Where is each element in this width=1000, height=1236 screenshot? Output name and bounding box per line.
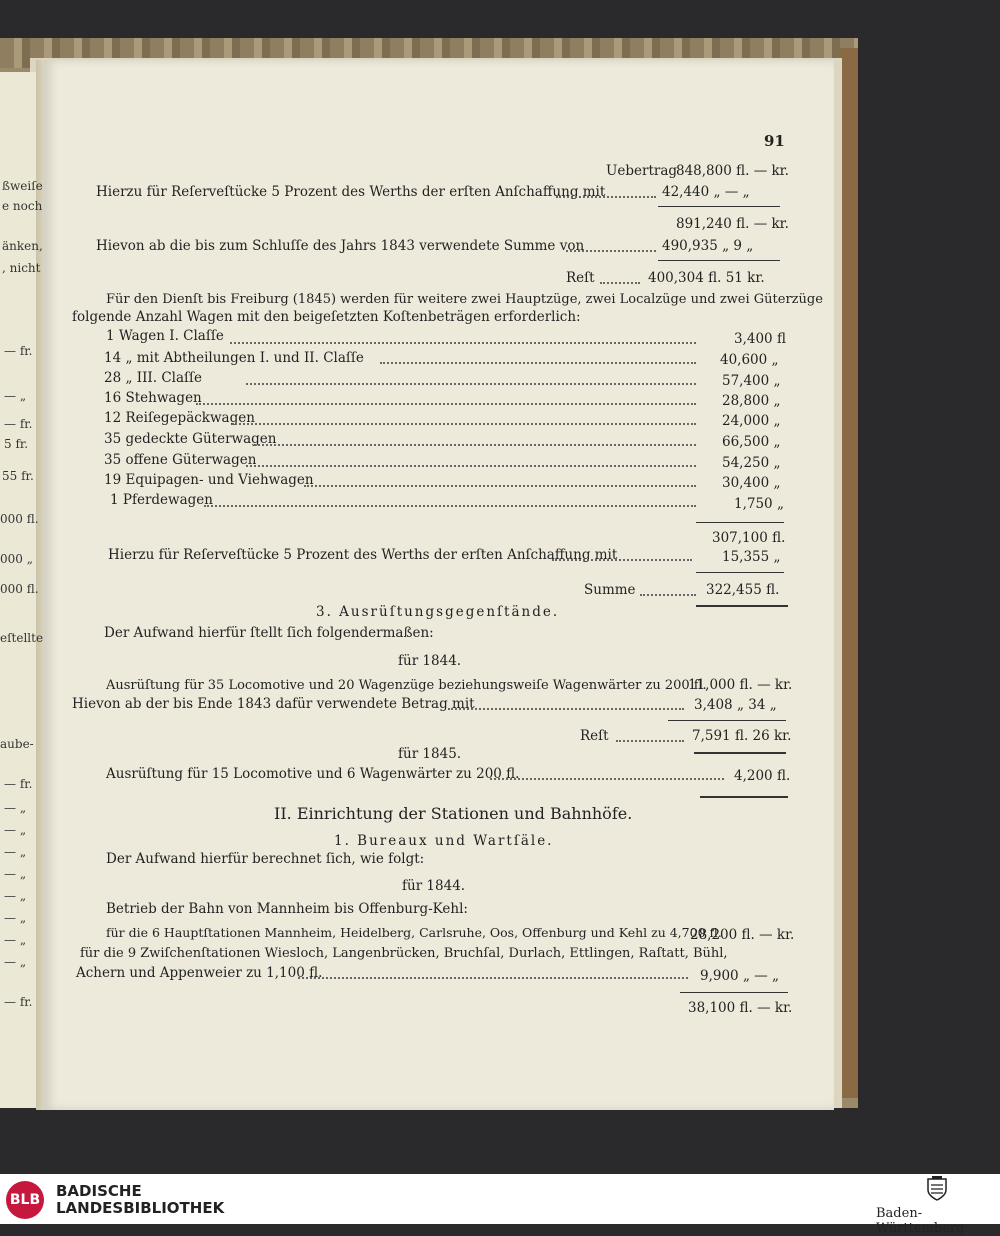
line-amount: 9,900 „ — „ (700, 968, 780, 984)
line-amount: 15,355 „ (722, 549, 781, 565)
left-margin-text: 5 fr. (4, 437, 29, 451)
line-amount: 322,455 fl. (706, 582, 780, 598)
line-amount: 307,100 fl. (712, 530, 786, 546)
chapter-heading: II. Einrichtung der Stationen und Bahnhöfe. (274, 804, 633, 823)
leader-dots (566, 250, 656, 252)
leader-dots (448, 708, 684, 710)
left-margin-text: — fr. (4, 995, 33, 1009)
line-label: Ausrüſtung für 35 Locomotive und 20 Wagenzüge beziehungsweiſe Wagenwärter zu 200 fl. (106, 678, 707, 693)
line-label: 35 gedeckte Güterwagen (104, 431, 277, 447)
line-label: 12 Reiſegepäckwagen (104, 410, 255, 426)
line-amount: 66,500 „ (722, 434, 781, 450)
leader-dots (304, 485, 696, 487)
line-amount: 28,200 fl. — kr. (690, 927, 795, 943)
line-amount: 891,240 fl. — kr. (676, 216, 789, 232)
state-label: Baden-Württemberg (876, 1206, 965, 1236)
left-margin-text: — fr. (4, 417, 33, 431)
line-amount: 54,250 „ (722, 455, 781, 471)
sum-rule (680, 992, 788, 993)
left-margin-text: 000 „ (0, 552, 33, 566)
leader-dots (232, 423, 696, 425)
paragraph-text: Betrieb der Bahn von Mannheim bis Offenburg-Kehl: (106, 901, 468, 917)
book-spine-edge (840, 48, 858, 1098)
line-amount: 7,591 fl. 26 kr. (692, 728, 792, 744)
left-margin-text: , nicht (2, 261, 41, 275)
line-label: für die 6 Hauptſtationen Mannheim, Heidelberg, Carlsruhe, Oos, Offenburg und Kehl zu 4,700 fl. (106, 925, 722, 940)
line-amount: 40,600 „ (720, 352, 779, 368)
paragraph-text: Der Aufwand hierfür berechnet ſich, wie folgt: (106, 851, 425, 867)
paragraph-text: Für den Dienſt bis Freiburg (1845) werden für weitere zwei Hauptzüge, zwei Localzüge und zwei Güterzüge (106, 292, 823, 307)
line-amount: 4,200 fl. (734, 768, 791, 784)
left-margin-text: — „ (4, 867, 27, 881)
leader-dots (490, 778, 724, 780)
section-heading: 3. Ausrüſtungsgegenſtände. (316, 604, 560, 620)
left-margin-text: — fr. (4, 777, 33, 791)
line-amount: 28,800 „ (722, 393, 781, 409)
line-label: 35 offene Güterwagen (104, 452, 257, 468)
line-label: 14 „ mit Abtheilungen I. und II. Claſſe (104, 350, 364, 366)
line-label: Reſt (580, 728, 609, 744)
leader-dots (600, 282, 640, 284)
sum-rule (696, 522, 784, 523)
left-margin-text: — „ (4, 823, 27, 837)
line-amount: 30,400 „ (722, 475, 781, 491)
left-margin-text: — „ (4, 933, 27, 947)
sum-rule (658, 206, 780, 207)
leader-dots (616, 740, 684, 742)
leader-dots (298, 977, 688, 979)
line-amount: 57,400 „ (722, 373, 781, 389)
sum-rule (696, 572, 784, 573)
line-label: Summe (584, 582, 636, 598)
line-label: für die 9 Zwiſchenſtationen Wiesloch, Langenbrücken, Bruchſal, Durlach, Ettlingen, Raſtatt, Bühl, (80, 946, 728, 961)
line-label: Hievon ab die bis zum Schluſſe des Jahrs 1843 verwendete Summe von (96, 238, 585, 254)
line-amount: 848,800 fl. — kr. (676, 163, 789, 179)
line-amount: 490,935 „ 9 „ (662, 238, 754, 254)
line-label: Hievon ab der bis Ende 1843 dafür verwendete Betrag mit (72, 696, 475, 712)
state-crest-icon (925, 1176, 949, 1202)
line-amount: 38,100 fl. — kr. (688, 1000, 793, 1016)
line-label: 28 „ III. Claſſe (104, 370, 203, 386)
leader-dots (254, 444, 696, 446)
leader-dots (196, 403, 696, 405)
line-label: Reſt (566, 270, 595, 286)
line-amount: 400,304 fl. 51 kr. (648, 270, 765, 286)
line-amount: 11,000 fl. — kr. (688, 677, 793, 693)
left-margin-text: — „ (4, 389, 27, 403)
total-rule (700, 796, 788, 798)
library-name (56, 1183, 224, 1217)
leader-dots (552, 559, 692, 561)
left-margin-text: 000 fl. (0, 582, 39, 596)
year-heading: für 1844. (402, 878, 466, 894)
year-heading: für 1845. (398, 746, 462, 762)
total-rule (696, 605, 788, 607)
line-label: Hierzu für Reſerveſtücke 5 Prozent des Werths der erſten Anſchaffung mit (96, 184, 606, 200)
leader-dots (246, 465, 696, 467)
left-margin-text: — fr. (4, 344, 33, 358)
year-heading: für 1844. (398, 653, 462, 669)
left-margin-text: — „ (4, 889, 27, 903)
line-label: Hierzu für Reſerveſtücke 5 Prozent des Werths der erſten Anſchaffung mit (108, 547, 618, 563)
line-label: 1 Wagen I. Claſſe (106, 328, 224, 344)
left-margin-text: — „ (4, 845, 27, 859)
leader-dots (230, 342, 696, 344)
line-label: Uebertrag (606, 163, 678, 179)
line-amount: 3,408 „ 34 „ (694, 697, 777, 713)
line-amount: 1,750 „ (734, 496, 784, 512)
line-amount: 24,000 „ (722, 413, 781, 429)
section-heading: 1. Bureaux und Wartſäle. (334, 833, 554, 849)
left-margin-text: — „ (4, 955, 27, 969)
sum-rule (658, 260, 780, 261)
paragraph-text: Der Aufwand hierfür ſtellt ſich folgendermaßen: (104, 625, 434, 641)
left-margin-text: 55 fr. (2, 469, 34, 483)
library-name-line1: BADISCHE (56, 1182, 142, 1200)
leader-dots (556, 196, 656, 198)
leader-dots (380, 362, 696, 364)
left-margin-text: e noch (2, 199, 43, 213)
line-label: 19 Equipagen- und Viehwagen (104, 472, 314, 488)
left-margin-text: eſtellte (0, 631, 44, 645)
left-margin-text: änken, (2, 239, 43, 253)
left-margin-text: — „ (4, 801, 27, 815)
blb-logo: BLB (6, 1181, 44, 1219)
leader-dots (246, 383, 696, 385)
line-amount: 42,440 „ — „ (662, 184, 750, 200)
left-margin-text: 000 fl. (0, 512, 39, 526)
sum-rule (668, 720, 786, 721)
line-label: Achern und Appenweier zu 1,100 fl. (76, 965, 323, 981)
page-number: 91 (764, 132, 785, 150)
library-name-line2: LANDESBIBLIOTHEK (56, 1199, 225, 1217)
left-margin-text: aube- (0, 737, 34, 751)
leader-dots (640, 594, 696, 596)
left-margin-text: ßweiſe (2, 179, 43, 193)
line-amount: 3,400 fl (734, 331, 786, 347)
total-rule (694, 752, 786, 754)
line-label: 1 Pferdewagen (110, 492, 213, 508)
line-label: Ausrüſtung für 15 Locomotive und 6 Wagenwärter zu 200 fl. (106, 766, 520, 782)
leader-dots (204, 505, 696, 507)
left-margin-text: — „ (4, 911, 27, 925)
paragraph-text: folgende Anzahl Wagen mit den beigeſetzten Koſtenbeträgen erforderlich: (72, 309, 581, 325)
line-label: 16 Stehwagen (104, 390, 202, 406)
